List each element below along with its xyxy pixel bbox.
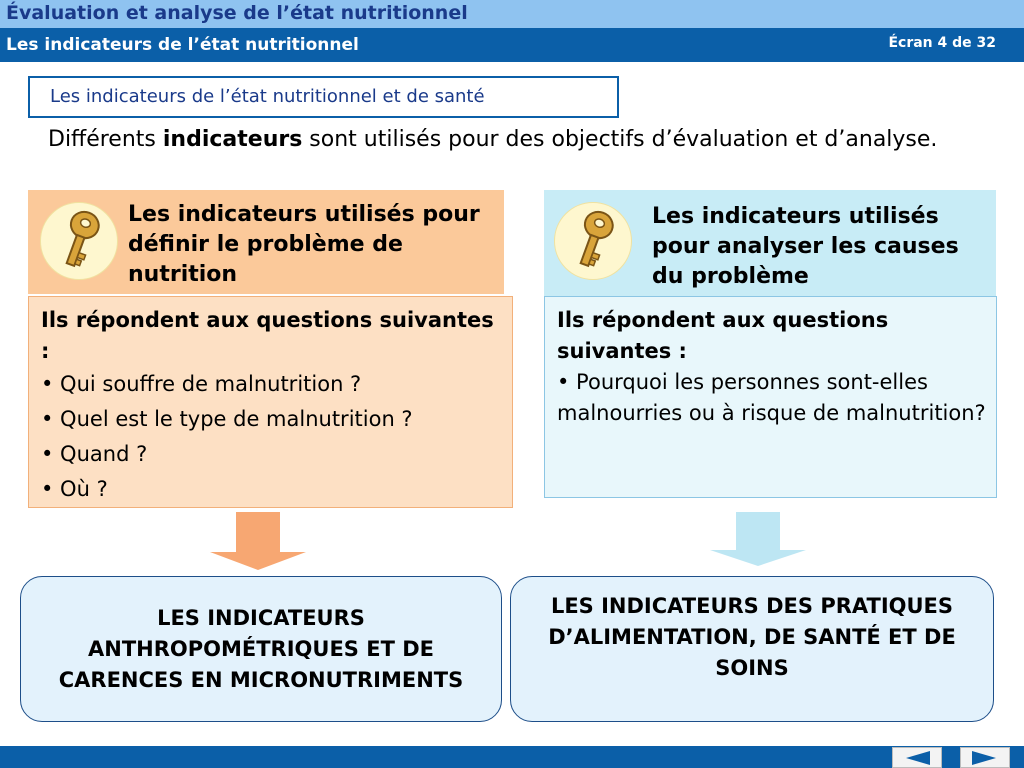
intro-bold: indicateurs: [162, 127, 303, 152]
footer-bar: [0, 746, 1024, 768]
key-icon: [554, 202, 632, 280]
intro-after: sont utilisés pour des objectifs d’évaluation et d’analyse.: [302, 127, 938, 152]
triangle-left-icon: [902, 750, 932, 766]
right-panel-body: [544, 296, 997, 498]
next-button[interactable]: [960, 747, 1010, 768]
page-heading: Les indicateurs de l’état nutritionnel et de santé: [28, 76, 619, 118]
list-item: • Quand ?: [41, 442, 148, 466]
arrow-down-icon: [210, 512, 306, 574]
result-text-left: LES INDICATEURS ANTHROPOMÉTRIQUES ET DE CARENCES EN MICRONUTRIMENTS: [58, 605, 464, 692]
triangle-right-icon: [970, 750, 1000, 766]
left-panel-heading: Les indicateurs utilisés pour définir le problème de nutrition: [128, 202, 480, 287]
section-title: Les indicateurs de l’état nutritionnel: [6, 35, 359, 55]
left-questions-heading: Ils répondent aux questions suivantes :: [41, 308, 494, 363]
list-item: • Quel est le type de malnutrition ?: [41, 407, 413, 431]
right-questions-list: [557, 367, 986, 429]
previous-button[interactable]: [892, 747, 942, 768]
key-icon: [40, 202, 118, 280]
list-item: • Pourquoi les personnes sont-elles malnourries ou à risque de malnutrition?: [557, 370, 986, 425]
intro-text: [48, 124, 988, 155]
list-item: • Où ?: [41, 477, 108, 501]
left-panel-header: [28, 190, 504, 294]
left-panel-body: [28, 296, 513, 508]
result-text-right: LES INDICATEURS DES PRATIQUES D’ALIMENTATION, DE SANTÉ ET DE SOINS: [548, 594, 956, 680]
top-bar: [0, 0, 1024, 28]
right-questions-heading: Ils répondent aux questions suivantes :: [557, 308, 889, 363]
section-bar: [0, 28, 1024, 62]
intro-before: Différents: [48, 127, 163, 152]
left-questions-list: [41, 367, 502, 507]
result-box-practices: [510, 576, 994, 722]
result-box-anthropometric: [20, 576, 502, 722]
list-item: • Qui souffre de malnutrition ?: [41, 372, 362, 396]
right-panel-heading: Les indicateurs utilisés pour analyser les causes du problème: [652, 204, 959, 289]
right-panel-header: [544, 190, 996, 298]
arrow-down-icon: [710, 512, 806, 570]
screen-counter: Écran 4 de 32: [888, 35, 996, 51]
course-title: Évaluation et analyse de l’état nutritionnel: [6, 2, 468, 24]
